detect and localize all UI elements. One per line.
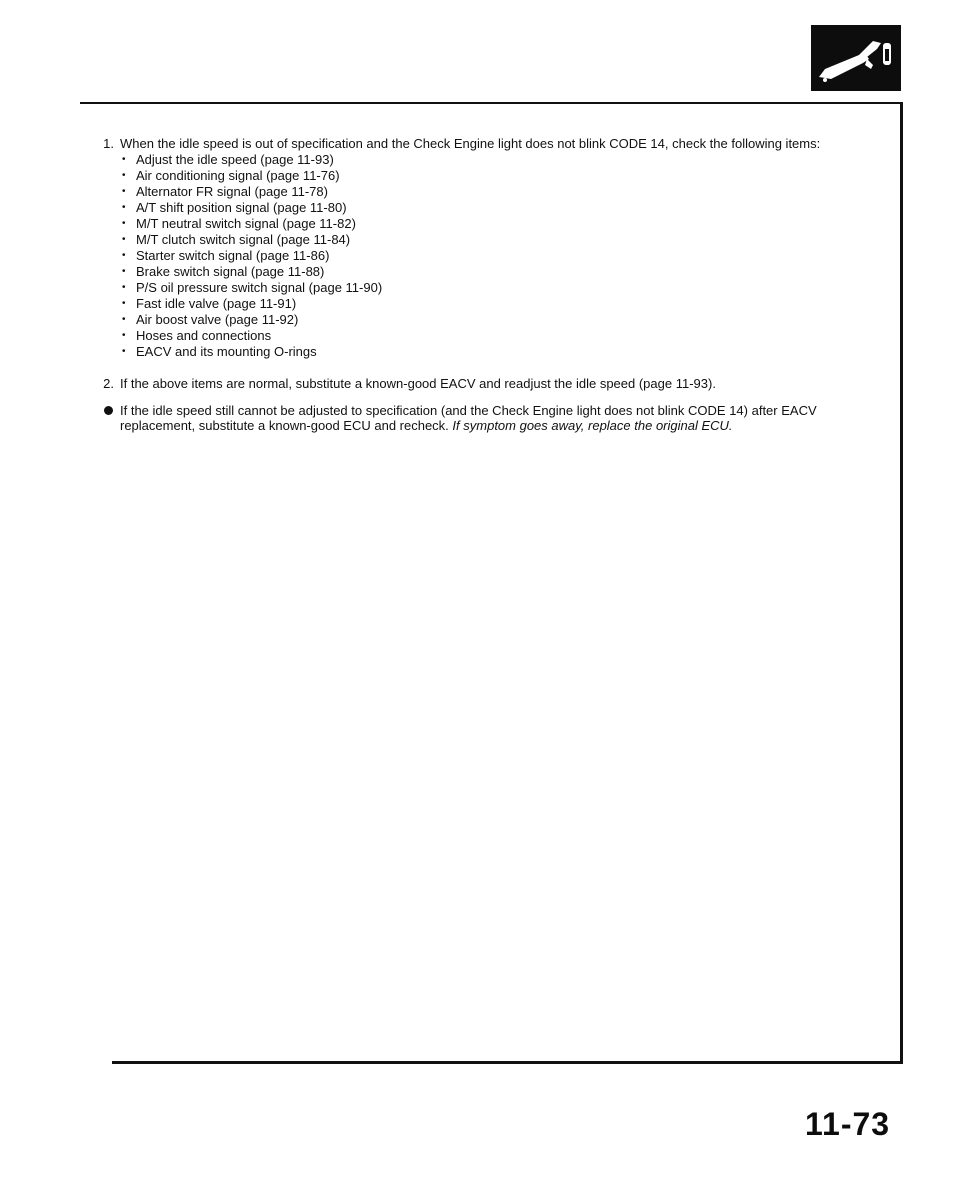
step-text: If the above items are normal, substitute a known-good EACV and readjust the idle speed (page 11-93). <box>120 376 716 391</box>
list-item: • M/T clutch switch signal (page 11-84) <box>120 232 886 248</box>
list-item: • Fast idle valve (page 11-91) <box>120 296 886 312</box>
list-item: • Alternator FR signal (page 11-78) <box>120 184 886 200</box>
frame-bottom-rule <box>112 1061 903 1064</box>
note-emphasis: If symptom goes away, replace the original ECU. <box>452 418 733 433</box>
list-item: • M/T neutral switch signal (page 11-82) <box>120 216 886 232</box>
check-items-list <box>120 152 886 360</box>
list-item: • Brake switch signal (page 11-88) <box>120 264 886 280</box>
note-bullet-icon <box>104 406 113 415</box>
step-text: When the idle speed is out of specification and the Check Engine light does not blink CODE 14, check the following items: <box>120 136 821 151</box>
list-item: • P/S oil pressure switch signal (page 11-90) <box>120 280 886 296</box>
step-number: 2. <box>103 376 114 391</box>
frame-top-rule <box>80 102 903 104</box>
note-text: If the idle speed still cannot be adjusted to specification (and the Check Engine light does not blink CODE 14) after EACV replacement, substitute a known-good ECU and recheck. <box>120 403 817 433</box>
step-number: 1. <box>103 136 114 151</box>
note <box>96 403 886 433</box>
list-item: • Air boost valve (page 11-92) <box>120 312 886 328</box>
step-1 <box>96 136 886 360</box>
step-2 <box>96 376 886 391</box>
list-item: • Adjust the idle speed (page 11-93) <box>120 152 886 168</box>
list-item: • Starter switch signal (page 11-86) <box>120 248 886 264</box>
frame-right-rule <box>900 102 903 1064</box>
list-item: • EACV and its mounting O-rings <box>120 344 886 360</box>
fuel-nozzle-icon <box>811 25 901 91</box>
list-item: • Air conditioning signal (page 11-76) <box>120 168 886 184</box>
procedure-content <box>96 136 886 433</box>
list-item: • A/T shift position signal (page 11-80) <box>120 200 886 216</box>
list-item: • Hoses and connections <box>120 328 886 344</box>
page-number: 11-73 <box>805 1106 891 1142</box>
